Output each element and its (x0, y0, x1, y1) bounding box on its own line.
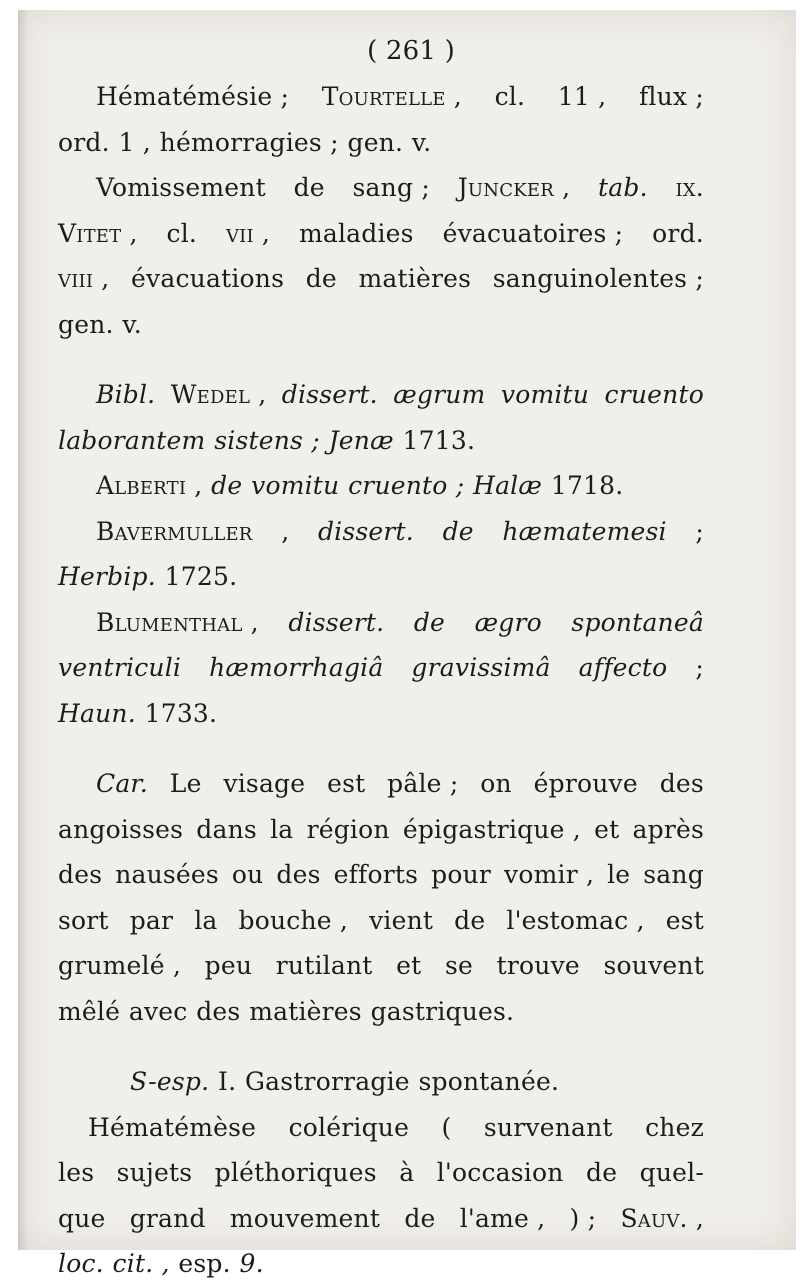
text-line (58, 1059, 704, 1105)
text-line (58, 256, 704, 302)
text-line (58, 554, 704, 600)
word: Hématémèse (88, 1112, 257, 1142)
text-line (58, 1150, 704, 1196)
word: gen. (58, 309, 114, 339)
word: v. (122, 309, 142, 339)
word: la (270, 814, 294, 844)
text-line (58, 807, 704, 853)
text-line (58, 1105, 704, 1151)
word: l'ame , (459, 1203, 546, 1233)
text-line (58, 372, 704, 418)
word: dans (196, 814, 257, 844)
word: ; (695, 653, 704, 682)
word: que (58, 1203, 106, 1233)
word: maladies (298, 218, 414, 248)
word: ord. (652, 218, 704, 248)
word: trouve (496, 951, 580, 980)
word: cit. , (112, 1249, 170, 1278)
word: on (480, 769, 512, 798)
word: ventriculi (58, 653, 182, 682)
word: spontaneâ (571, 607, 704, 637)
paragraph-gap (58, 736, 704, 761)
word: affecto (578, 653, 668, 682)
word: efforts (333, 860, 419, 889)
word: laborantem (58, 425, 206, 455)
word: le (607, 860, 631, 889)
word: viii , (58, 264, 110, 293)
word: quel- (639, 1158, 704, 1187)
word: Vitet , (58, 218, 138, 248)
text-line (58, 645, 704, 691)
word: vomitu (251, 471, 340, 500)
text-line (58, 989, 704, 1035)
word: de (404, 1203, 436, 1233)
word: flux ; (638, 82, 704, 111)
word: Blumenthal , (96, 607, 259, 637)
word: esp. (178, 1249, 231, 1278)
word: épigastrique , (402, 814, 581, 844)
word: ord. (58, 127, 110, 157)
paragraph (58, 372, 704, 463)
word: région (306, 814, 390, 844)
word: Le (169, 769, 202, 798)
text-line (58, 852, 704, 898)
word: des (58, 860, 103, 889)
word: cruento (604, 380, 704, 409)
word: ( (441, 1112, 452, 1142)
text-line (58, 74, 704, 120)
text-line (58, 302, 704, 348)
word: des (196, 996, 241, 1026)
word: sujets (116, 1158, 193, 1187)
word: I. (218, 1067, 237, 1096)
text-line (58, 418, 704, 464)
word: ) ; (569, 1203, 597, 1233)
word: hæmorrhagiâ (209, 653, 384, 682)
word: et (396, 951, 422, 980)
word: bouche , (238, 905, 349, 935)
book-page (18, 10, 796, 1278)
word: gastriques. (370, 996, 515, 1026)
paragraph (58, 600, 704, 737)
word: loc. (58, 1249, 104, 1278)
word: spontanée. (418, 1067, 560, 1096)
text-line (58, 165, 704, 211)
page-number: ( 261 ) (367, 36, 455, 66)
word: se (444, 951, 474, 980)
paragraph (58, 74, 704, 165)
word: de (585, 1158, 618, 1187)
paragraph-gap (58, 1034, 704, 1059)
word: à (399, 1158, 415, 1187)
word: de (305, 264, 337, 293)
text-line (58, 211, 704, 257)
word: évacuations (131, 264, 285, 293)
word: pléthoriques (214, 1158, 377, 1187)
paragraph-gap (58, 347, 704, 372)
word: vii , (225, 218, 271, 248)
text-line (58, 1196, 704, 1242)
word: sanguinolentes ; (492, 264, 704, 293)
word: l'occasion (436, 1158, 564, 1187)
word: colérique (288, 1112, 410, 1142)
text-line (58, 509, 704, 555)
word: grumelé , (58, 951, 182, 980)
word: cl. (494, 82, 526, 111)
text-line (58, 898, 704, 944)
word: tab. (598, 173, 648, 202)
body-text (58, 74, 704, 1287)
word: des (659, 769, 704, 798)
word: Tourtelle , (321, 82, 462, 111)
word: éprouve (533, 769, 638, 798)
word: des (276, 860, 321, 889)
text-line (58, 1241, 704, 1287)
word: Alberti , (96, 471, 203, 500)
word: hémorragies ; (159, 127, 339, 157)
word: ægrum (393, 380, 486, 409)
word: gravissimâ (411, 653, 551, 682)
word: de (454, 905, 486, 935)
word: pâle ; (387, 769, 459, 798)
word: Wedel , (170, 380, 267, 409)
word: v. (411, 127, 432, 157)
word: de (413, 607, 446, 637)
paragraph (58, 1105, 704, 1287)
word: grand (129, 1203, 206, 1233)
word: est (327, 769, 366, 798)
word: Bibl. (96, 380, 156, 409)
word: gen. (347, 127, 404, 157)
word: avec (128, 996, 188, 1026)
word: hæmatemesi (502, 516, 667, 546)
word: 1718. (550, 471, 624, 500)
paragraph (58, 509, 704, 600)
text-line (58, 691, 704, 737)
word: vient (369, 905, 434, 935)
word: chez (645, 1112, 704, 1142)
word: sang ; (352, 173, 430, 202)
word: et (594, 814, 620, 844)
word: les (58, 1158, 95, 1187)
word: matières (249, 996, 362, 1026)
word: de (293, 173, 325, 202)
word: de (211, 471, 243, 500)
word: l'estomac , (506, 905, 645, 935)
word: cruento ; (348, 471, 465, 500)
word: Gastrorragie (245, 1067, 410, 1096)
word: vomitu (500, 380, 590, 409)
paragraph (58, 463, 704, 509)
text-line (58, 600, 704, 646)
word: Herbip. (58, 562, 156, 591)
word: Jenæ (328, 425, 394, 455)
word: vomir , (504, 860, 595, 889)
word: Juncker , (457, 173, 571, 202)
word: peu (204, 951, 253, 980)
word: 1713. (402, 425, 476, 455)
text-line (58, 120, 704, 166)
word: sort (58, 905, 109, 935)
word: de (442, 516, 474, 546)
word: 9. (239, 1249, 264, 1278)
word: 1733. (144, 698, 218, 728)
word: la (194, 905, 218, 935)
paragraph (58, 1059, 704, 1105)
word: souvent (603, 951, 704, 980)
word: visage (223, 769, 306, 798)
word: Halæ (473, 471, 543, 500)
page-text (58, 28, 704, 1287)
word: 11 , (557, 82, 607, 111)
word: 1725. (164, 562, 238, 591)
word: Bavermuller (96, 516, 253, 546)
word: Haun. (58, 698, 136, 728)
word: ix. (675, 173, 704, 202)
word: Car. (96, 769, 148, 798)
word: sang (643, 860, 704, 889)
word: angoisses (58, 814, 184, 844)
word: Sauv. , (620, 1203, 704, 1233)
word: , (281, 516, 290, 546)
word: est (665, 905, 704, 935)
word: dissert. (281, 380, 378, 409)
word: Hématémésie ; (96, 82, 290, 111)
word: cl. (166, 218, 198, 248)
word: après (632, 814, 704, 844)
paragraph (58, 165, 704, 347)
word: mêlé (58, 996, 121, 1026)
text-line (58, 463, 704, 509)
word: ; (695, 516, 704, 546)
word: rutilant (275, 951, 373, 980)
word: dissert. (288, 607, 385, 637)
word: matières (358, 264, 472, 293)
text-line (58, 761, 704, 807)
paragraph (58, 761, 704, 1034)
word: par (129, 905, 174, 935)
text-line (58, 943, 704, 989)
word: S-esp. (130, 1067, 210, 1096)
word: ægro (474, 607, 542, 637)
word: 1 , (118, 127, 151, 157)
word: survenant (483, 1112, 613, 1142)
word: évacuatoires ; (442, 218, 624, 248)
word: Vomissement (96, 173, 266, 202)
word: mouvement (229, 1203, 381, 1233)
word: sistens ; (214, 425, 320, 455)
word: ou (231, 860, 264, 889)
word: nausées (115, 860, 219, 889)
word: pour (431, 860, 492, 889)
word: dissert. (317, 516, 414, 546)
